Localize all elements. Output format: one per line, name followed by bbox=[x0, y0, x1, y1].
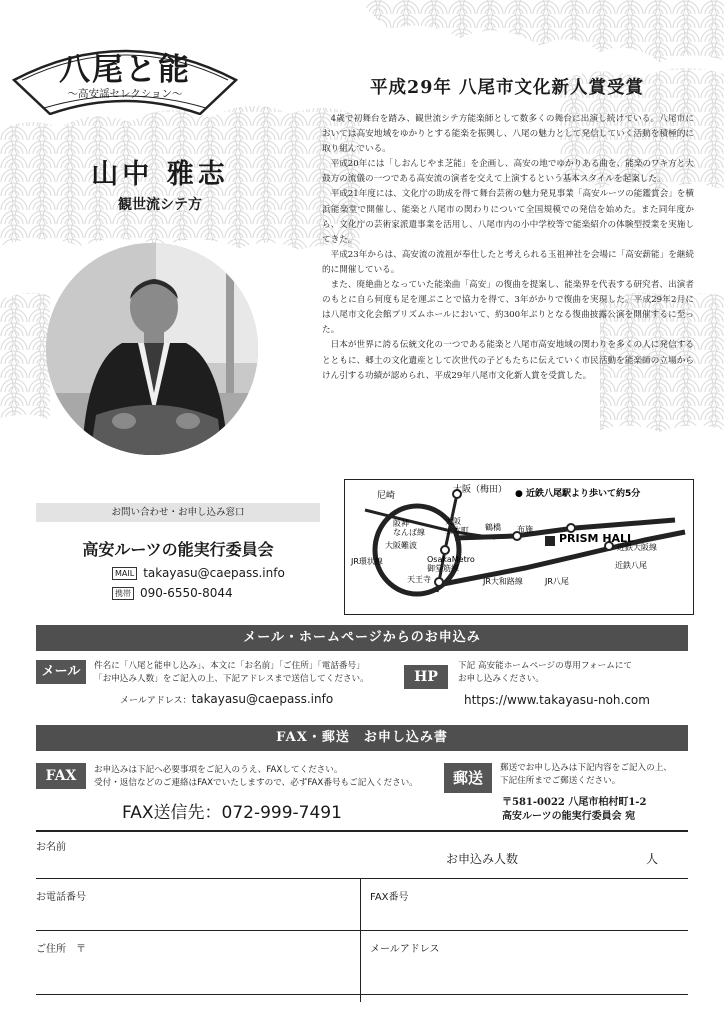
form-rule bbox=[36, 878, 688, 879]
fax-tag: FAX bbox=[36, 763, 86, 789]
map-label: 大阪 bbox=[445, 517, 461, 526]
hp-instructions-line: お申し込みください。 bbox=[458, 673, 544, 684]
contact-mail-link[interactable]: takayasu@caepass.info bbox=[143, 566, 285, 580]
form-email-label: メールアドレス bbox=[370, 944, 440, 955]
map-label: JR環状線 bbox=[351, 557, 383, 566]
post-instructions-line: 郵送でお申し込みは下記内容をご記入の上、 bbox=[500, 763, 672, 773]
prism-hall-marker bbox=[545, 536, 555, 546]
contact-phone-row bbox=[112, 586, 233, 600]
map-label: 御堂筋線 bbox=[427, 564, 459, 573]
seated-performer-illustration bbox=[46, 243, 258, 455]
hp-instructions bbox=[458, 660, 698, 685]
mail-address-row bbox=[120, 692, 333, 706]
award-paragraph: 平成23年からは、高安流の流祖が奉仕したと考えられる玉祖神社を会場に「高安薪能」を継続的に開催している。 bbox=[322, 249, 694, 275]
performer-role: 観世流シテ方 bbox=[118, 197, 202, 213]
map-label: 阪神 bbox=[393, 519, 409, 528]
map-label: 大阪難波 bbox=[385, 541, 417, 550]
award-paragraph: 平成20年には「しおんじやま芝能」を企画し、高安の地でゆかりある曲を、能楽のワキ方と大鼓方の流儀の一つである高安流の演者を交えて上演するという基本スタイルを起案した。 bbox=[322, 159, 694, 185]
form-fax-label: FAX番号 bbox=[370, 892, 409, 903]
mail-instructions bbox=[94, 660, 394, 685]
contact-heading: お問い合わせ・お申し込み窓口 bbox=[36, 503, 320, 522]
form-count-label: お申込み人数 bbox=[446, 852, 519, 866]
map-label: 尼崎 bbox=[377, 491, 396, 501]
award-heading: 平成29年 八尾市文化新人賞受賞 bbox=[370, 78, 644, 98]
award-body bbox=[322, 112, 694, 384]
map-label: 上本町 bbox=[445, 526, 469, 535]
map-label: JR八尾 bbox=[545, 577, 569, 586]
contact-organization: 高安ルーツの能実行委員会 bbox=[82, 540, 274, 559]
award-paragraph: また、廃絶曲となっていた能楽曲「高安」の復曲を提案し、能楽界を代表する研究者、出演者のもとに自ら何度も足を運ぶことで協力を得て、3年がかりで復曲を実現した。平成29年2月には八尾市文化会館プリズムホールにおいて、約300年ぶりとなる復曲披露公演を開催するに至った。 bbox=[322, 280, 694, 336]
map-label: 近鉄八尾 bbox=[615, 561, 647, 570]
mail-tag: メール bbox=[36, 660, 86, 684]
fax-number-row bbox=[122, 798, 342, 823]
map-label: 大阪（梅田） bbox=[453, 485, 508, 495]
form-bottom-rule bbox=[36, 994, 688, 995]
fax-instructions bbox=[94, 764, 434, 789]
map-label: 天王寺 bbox=[407, 575, 431, 584]
award-paragraph: 4歳で初舞台を踏み、観世流シテ方能楽師として数多くの舞台に出演し続けている。八尾市においては高安地域をゆかりとする能楽を振興し、八尾の魅力として発信していく活動を積極的に取り組んでいる。 bbox=[322, 114, 694, 155]
hp-instructions-line: 下記 高安能ホームページの専用フォームにて bbox=[458, 661, 633, 671]
map-label: なんば線 bbox=[393, 528, 425, 537]
map-label: 近鉄大阪線 bbox=[617, 543, 657, 552]
mail-address-link[interactable]: takayasu@caepass.info bbox=[191, 692, 334, 706]
form-phone-label: お電話番号 bbox=[36, 892, 86, 903]
form-divider bbox=[360, 878, 361, 1002]
homepage-url-link[interactable]: https://www.takayasu-noh.com bbox=[464, 693, 650, 707]
post-instructions bbox=[500, 762, 700, 787]
map-label: 鶴橋 bbox=[485, 523, 501, 532]
mail-icon: MAIL bbox=[112, 567, 137, 580]
form-rule bbox=[36, 930, 688, 931]
form-top-rule bbox=[36, 830, 688, 832]
mobile-phone-icon: 携帯 bbox=[112, 587, 134, 600]
mail-instructions-line: 「お申込み人数」をご記入の上、下記アドレスまで送信してください。 bbox=[94, 673, 369, 684]
series-subtitle: 〜高安謡セレクション〜 bbox=[67, 88, 183, 100]
map-hall: PRISM HALL bbox=[559, 532, 635, 545]
contact-mail-row bbox=[112, 566, 285, 580]
hp-tag: HP bbox=[404, 665, 448, 689]
form-count-unit: 人 bbox=[646, 852, 659, 866]
fax-instructions-line: お申込みは下記へ必要事項をご記入のうえ、FAXしてください。 bbox=[94, 765, 343, 775]
award-paragraph: 平成21年度には、文化庁の助成を得て舞台芸術の魅力発見事業「高安ルーツの能鑑賞会」を横浜能楽堂で開催し、能楽と八尾市の関わりについて全国規模での発信を始めた。また同年度から、文化庁の芸術家派遣事業を活用し、八尾市内の小中学校等で能楽紹介の体験型授業を実施してきた。 bbox=[322, 189, 694, 245]
fax-number: 072-999-7491 bbox=[221, 803, 342, 823]
mail-address-label: メールアドレス： bbox=[120, 696, 192, 706]
award-paragraph: 日本が世界に誇る伝統文化の一つである能楽と八尾市高安地域の関わりを多くの人に発信するとともに、郷土の文化遺産として次世代の子どもたちに伝えていく市民活動を能楽師の立場からけん引する功績が認められ、平成29年八尾市文化新人賞を受賞した。 bbox=[322, 340, 694, 381]
fax-number-label: FAX送信先： bbox=[122, 803, 222, 823]
fax-post-bar: FAX・郵送 お申し込み書 bbox=[36, 725, 688, 751]
form-name-label: お名前 bbox=[36, 842, 66, 853]
post-recipient: 高安ルーツの能実行委員会 宛 bbox=[502, 811, 636, 822]
fax-instructions-line: 受付・返信などのご連絡はFAXでいたしますので、必ずFAX番号もご記入ください。 bbox=[94, 777, 418, 788]
form-address-label: ご住所 〒 bbox=[36, 944, 86, 955]
map-label: OsakaMetro bbox=[427, 555, 475, 564]
web-application-bar: メール・ホームページからのお申込み bbox=[36, 625, 688, 651]
contact-phone-link[interactable]: 090-6550-8044 bbox=[140, 586, 233, 600]
post-instructions-line: 下記住所までご郵送ください。 bbox=[500, 775, 621, 786]
map-label: 布施 bbox=[517, 525, 533, 534]
route-map-svg bbox=[345, 480, 693, 614]
map-label: JR大和路線 bbox=[483, 577, 523, 586]
post-address: 〒581-0022 八尾市柏村町1-2 bbox=[502, 797, 647, 808]
access-map bbox=[344, 479, 694, 615]
map-note: ● 近鉄八尾駅より歩いて約5分 bbox=[515, 489, 641, 499]
post-tag: 郵送 bbox=[444, 763, 492, 793]
series-title: 八尾と能 bbox=[59, 52, 191, 88]
mail-instructions-line: 件名に「八尾と能申し込み」、本文に「お名前」「ご住所」「電話番号」 bbox=[94, 661, 365, 671]
performer-photo bbox=[46, 243, 258, 455]
performer-name: 山中 雅志 bbox=[91, 159, 229, 190]
